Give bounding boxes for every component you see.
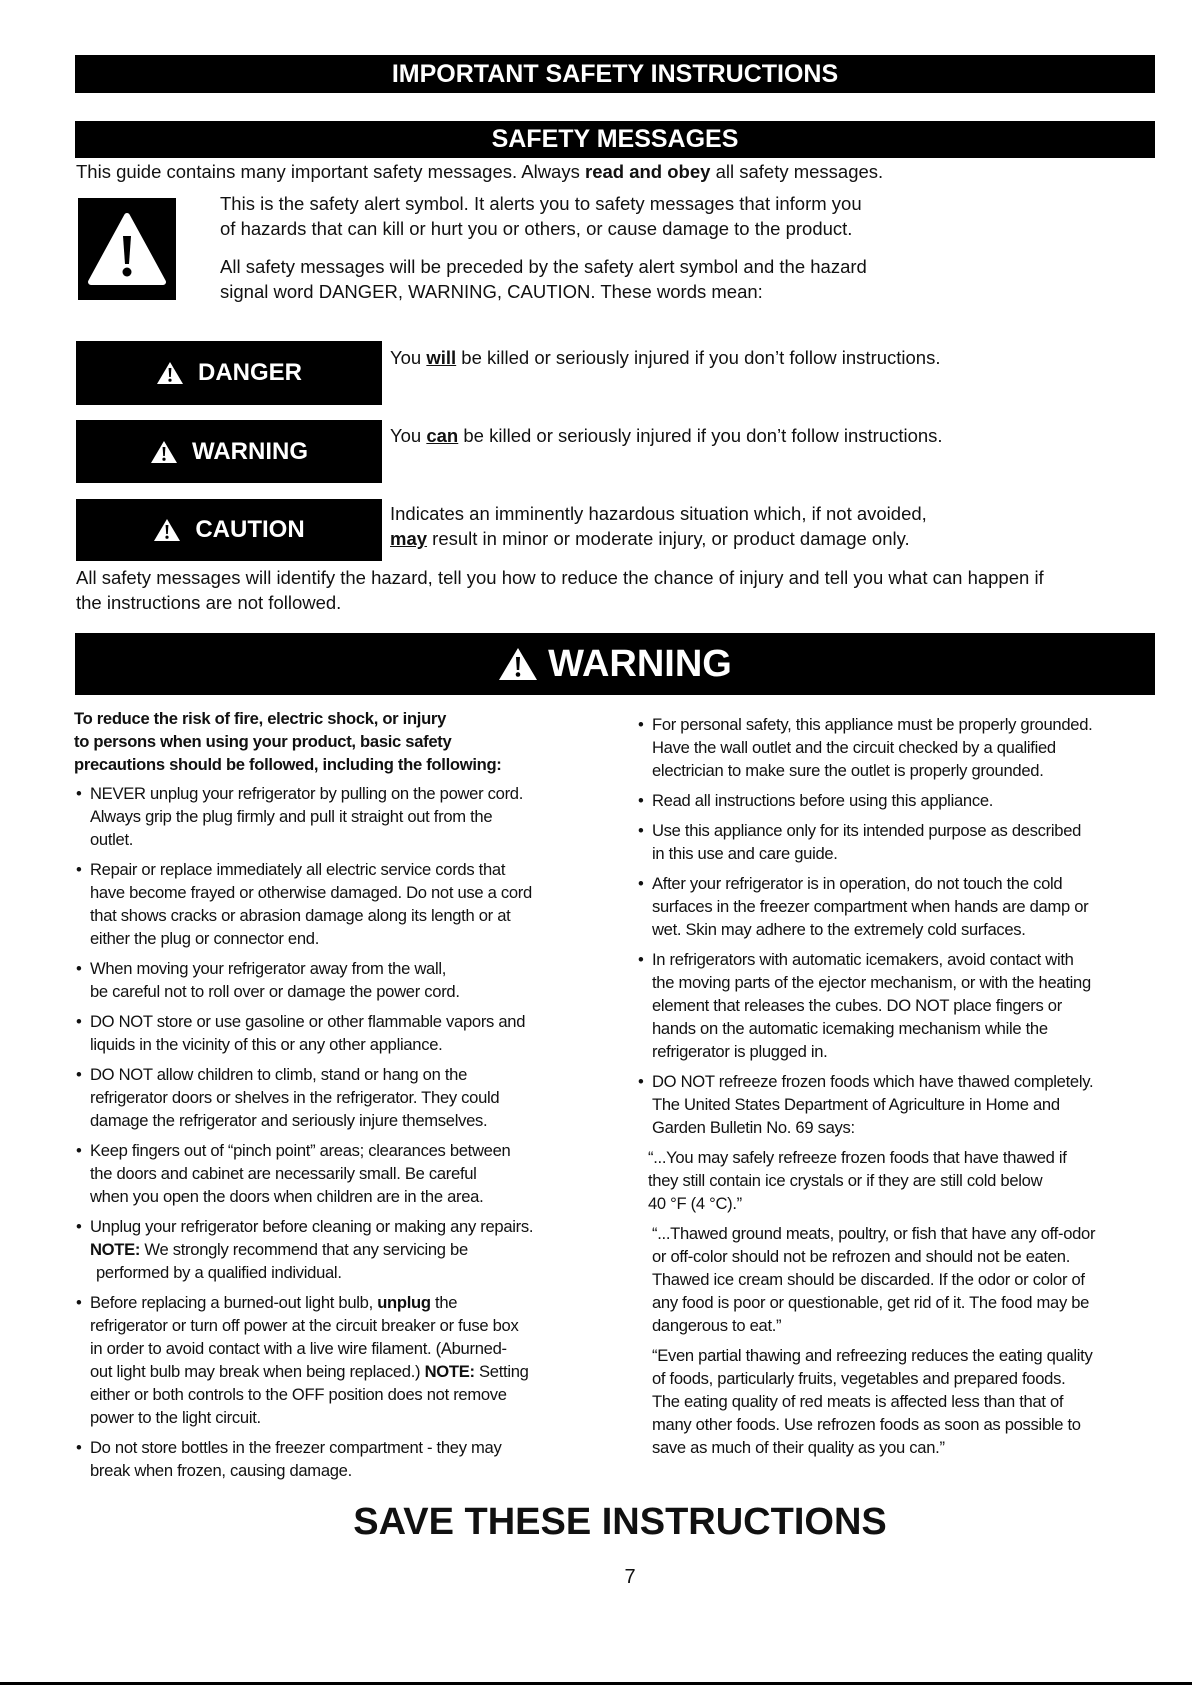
danger-word: DANGER <box>197 359 302 386</box>
bullet: • <box>76 959 82 978</box>
page-title: IMPORTANT SAFETY INSTRUCTIONS <box>75 55 1155 93</box>
warning-word: WARNING <box>192 437 308 465</box>
item-text: Setting <box>474 1362 529 1381</box>
left-column <box>74 707 614 1489</box>
list-item <box>636 819 1156 865</box>
list-item <box>636 948 1156 1063</box>
usda-quote-2 <box>636 1222 1156 1337</box>
item-line: The United States Department of Agriculture in Home and <box>652 1095 1060 1114</box>
item-line: either the plug or connector end. <box>90 929 320 948</box>
quote-line: “...You may safely refreeze frozen foods that have thawed if <box>648 1148 1067 1167</box>
warning-banner <box>75 633 1155 695</box>
item-line: surfaces in the freezer compartment when hands are damp or <box>652 897 1089 916</box>
item-line: damage the refrigerator and seriously injure themselves. <box>90 1111 488 1130</box>
item-line: that shows cracks or abrasion damage along its length or at <box>90 906 511 925</box>
item-line: the moving parts of the ejector mechanism, or with the heating <box>652 973 1091 992</box>
item-line: DO NOT refreeze frozen foods which have thawed completely. <box>652 1072 1094 1091</box>
item-line: NEVER unplug your refrigerator by pulling on the power cord. <box>90 784 524 803</box>
item-line: Garden Bulletin No. 69 says: <box>652 1118 855 1137</box>
danger-pre: You <box>390 347 427 368</box>
list-item <box>636 872 1156 941</box>
item-line: when you open the doors when children are in the area. <box>90 1187 484 1206</box>
item-line: either or both controls to the OFF position does not remove <box>90 1385 507 1404</box>
item-line: refrigerator or turn off power at the circuit breaker or fuse box <box>90 1316 519 1335</box>
bullet: • <box>638 874 644 893</box>
quote-line: or off-color should not be refrozen and should not be eaten. <box>652 1247 1071 1266</box>
list-item <box>74 858 614 950</box>
quote-line: many other foods. Use refrozen foods as soon as possible to <box>652 1415 1081 1434</box>
usda-quote-3 <box>636 1344 1156 1459</box>
bullet: • <box>638 1072 644 1091</box>
danger-key: will <box>426 347 457 368</box>
bullet: • <box>76 1065 82 1084</box>
caution-line-1: Indicates an imminently hazardous situation which, if not avoided, <box>390 503 927 524</box>
warning-label <box>76 420 382 483</box>
item-line: Use this appliance only for its intended purpose as described <box>652 821 1082 840</box>
list-item <box>74 1436 614 1482</box>
item-text: the <box>430 1293 458 1312</box>
lead-line-2: to persons when using your product, basic safety <box>74 732 452 751</box>
item-text: out light bulb may break when being replaced.) <box>90 1362 425 1381</box>
alert-line-4: signal word DANGER, WARNING, CAUTION. These words mean: <box>220 281 763 302</box>
intro-bold: read and obey <box>585 161 711 182</box>
quote-line: “Even partial thawing and refreezing reduces the eating quality <box>652 1346 1093 1365</box>
warning-triangle-icon <box>498 647 538 681</box>
bullet: • <box>76 784 82 803</box>
item-line: Unplug your refrigerator before cleaning or making any repairs. <box>90 1217 534 1236</box>
right-column <box>636 713 1156 1466</box>
list-item <box>74 1063 614 1132</box>
usda-quote-1 <box>636 1146 1156 1215</box>
intro-after: all safety messages. <box>710 161 884 182</box>
save-instructions-heading: SAVE THESE INSTRUCTIONS <box>353 1501 887 1543</box>
caution-word: CAUTION <box>195 516 305 543</box>
item-line: DO NOT store or use gasoline or other flammable vapors and <box>90 1012 526 1031</box>
quote-line: “...Thawed ground meats, poultry, or fish that have any off-odor <box>652 1224 1096 1243</box>
note-text: We strongly recommend that any servicing be <box>140 1240 468 1259</box>
item-line: When moving your refrigerator away from the wall, <box>90 959 447 978</box>
warning-pre: You <box>390 425 427 446</box>
item-line: wet. Skin may adhere to the extremely cold surfaces. <box>652 920 1026 939</box>
quote-line: The eating quality of red meats is affected less than that of <box>652 1392 1064 1411</box>
lead-line-3: precautions should be followed, including the following: <box>74 755 502 774</box>
identify-line-2: the instructions are not followed. <box>76 592 342 613</box>
quote-line: dangerous to eat.” <box>652 1316 782 1335</box>
warning-meaning <box>390 423 943 448</box>
caution-post: result in minor or moderate injury, or product damage only. <box>427 528 910 549</box>
alert-line-2: of hazards that can kill or hurt you or others, or cause damage to the product. <box>220 218 853 239</box>
warning-triangle-icon <box>153 518 181 542</box>
item-line: Do not store bottles in the freezer compartment - they may <box>90 1438 502 1457</box>
item-line: outlet. <box>90 830 134 849</box>
item-line: power to the light circuit. <box>90 1408 261 1427</box>
caution-key: may <box>390 528 428 549</box>
quote-line: Thawed ice cream should be discarded. If the odor or color of <box>652 1270 1085 1289</box>
precautions-intro <box>74 707 614 776</box>
item-line: performed by a qualified individual. <box>96 1263 342 1282</box>
alert-symbol-description <box>220 191 862 241</box>
item-line: have become frayed or otherwise damaged. Do not use a cord <box>90 883 532 902</box>
quote-line: 40 °F (4 °C).” <box>648 1194 742 1213</box>
quote-line: of foods, particularly fruits, vegetables and prepared foods. <box>652 1369 1066 1388</box>
note-label: NOTE: <box>90 1240 141 1259</box>
list-item <box>636 789 1156 812</box>
danger-meaning <box>390 345 941 370</box>
warning-post: be killed or seriously injured if you don’t follow instructions. <box>458 425 943 446</box>
bullet: • <box>76 1012 82 1031</box>
item-line: Repair or replace immediately all electric service cords that <box>90 860 506 879</box>
signal-word-description <box>220 254 867 304</box>
item-line <box>90 1291 614 1314</box>
item-line <box>90 1360 614 1383</box>
list-item <box>74 1291 614 1429</box>
item-line: Keep fingers out of “pinch point” areas; clearances between <box>90 1141 511 1160</box>
list-item <box>74 1215 614 1284</box>
danger-label <box>76 341 382 405</box>
list-item <box>74 957 614 1003</box>
item-line <box>90 1238 614 1261</box>
identify-text <box>76 565 1176 615</box>
item-line: be careful not to roll over or damage the power cord. <box>90 982 460 1001</box>
caution-label <box>76 499 382 561</box>
alert-line-3: All safety messages will be preceded by the safety alert symbol and the hazard <box>220 256 867 277</box>
caution-line-2 <box>390 526 927 551</box>
alert-line-1: This is the safety alert symbol. It alerts you to safety messages that inform you <box>220 193 862 214</box>
item-line: the doors and cabinet are necessarily small. Be careful <box>90 1164 477 1183</box>
note-label: NOTE: <box>424 1362 475 1381</box>
safety-alert-icon <box>78 198 176 300</box>
warning-key: can <box>426 425 459 446</box>
intro-before: This guide contains many important safety messages. Always <box>76 161 585 182</box>
list-item <box>74 782 614 851</box>
item-line: in order to avoid contact with a live wire filament. (Aburned- <box>90 1339 507 1358</box>
bullet: • <box>638 791 644 810</box>
item-line: break when frozen, causing damage. <box>90 1461 352 1480</box>
quote-line: save as much of their quality as you can.” <box>652 1438 945 1457</box>
danger-post: be killed or seriously injured if you don’t follow instructions. <box>456 347 941 368</box>
bullet: • <box>76 1293 82 1312</box>
identify-line-1: All safety messages will identify the hazard, tell you how to reduce the chance of injury and tell you what can happen if <box>76 567 1044 588</box>
list-item <box>74 1010 614 1056</box>
item-line: After your refrigerator is in operation, do not touch the cold <box>652 874 1063 893</box>
list-item <box>636 1070 1156 1139</box>
item-line: in this use and care guide. <box>652 844 838 863</box>
item-line: Always grip the plug firmly and pull it straight out from the <box>90 807 493 826</box>
bullet: • <box>76 860 82 879</box>
item-line: refrigerator doors or shelves in the refrigerator. They could <box>90 1088 500 1107</box>
intro-text <box>76 161 883 183</box>
item-line: liquids in the vicinity of this or any other appliance. <box>90 1035 443 1054</box>
page-number: 7 <box>624 1566 636 1588</box>
list-item <box>636 713 1156 782</box>
item-line: element that releases the cubes. DO NOT place fingers or <box>652 996 1062 1015</box>
bullet: • <box>638 715 644 734</box>
item-line: refrigerator is plugged in. <box>652 1042 828 1061</box>
quote-line: any food is poor or questionable, get rid of it. The food may be <box>652 1293 1090 1312</box>
item-line: electrician to make sure the outlet is properly grounded. <box>652 761 1044 780</box>
item-line: Have the wall outlet and the circuit checked by a qualified <box>652 738 1056 757</box>
warning-banner-text: WARNING <box>548 642 732 685</box>
lead-line-1: To reduce the risk of fire, electric shock, or injury <box>74 709 447 728</box>
warning-triangle-icon <box>150 440 178 464</box>
item-line: For personal safety, this appliance must be properly grounded. <box>652 715 1093 734</box>
bullet: • <box>76 1217 82 1236</box>
item-line: DO NOT allow children to climb, stand or hang on the <box>90 1065 468 1084</box>
item-line: hands on the automatic icemaking mechanism while the <box>652 1019 1048 1038</box>
bullet: • <box>76 1141 82 1160</box>
quote-line: they still contain ice crystals or if they are still cold below <box>648 1171 1043 1190</box>
item-line: Read all instructions before using this appliance. <box>652 791 994 810</box>
list-item <box>74 1139 614 1208</box>
caution-meaning <box>390 501 927 551</box>
section-title-safety-messages: SAFETY MESSAGES <box>75 121 1155 158</box>
bullet: • <box>76 1438 82 1457</box>
item-line: In refrigerators with automatic icemakers, avoid contact with <box>652 950 1074 969</box>
warning-triangle-icon <box>156 361 184 385</box>
bullet: • <box>638 821 644 840</box>
item-bold: unplug <box>377 1293 431 1312</box>
bullet: • <box>638 950 644 969</box>
item-text: Before replacing a burned-out light bulb, <box>90 1293 378 1312</box>
